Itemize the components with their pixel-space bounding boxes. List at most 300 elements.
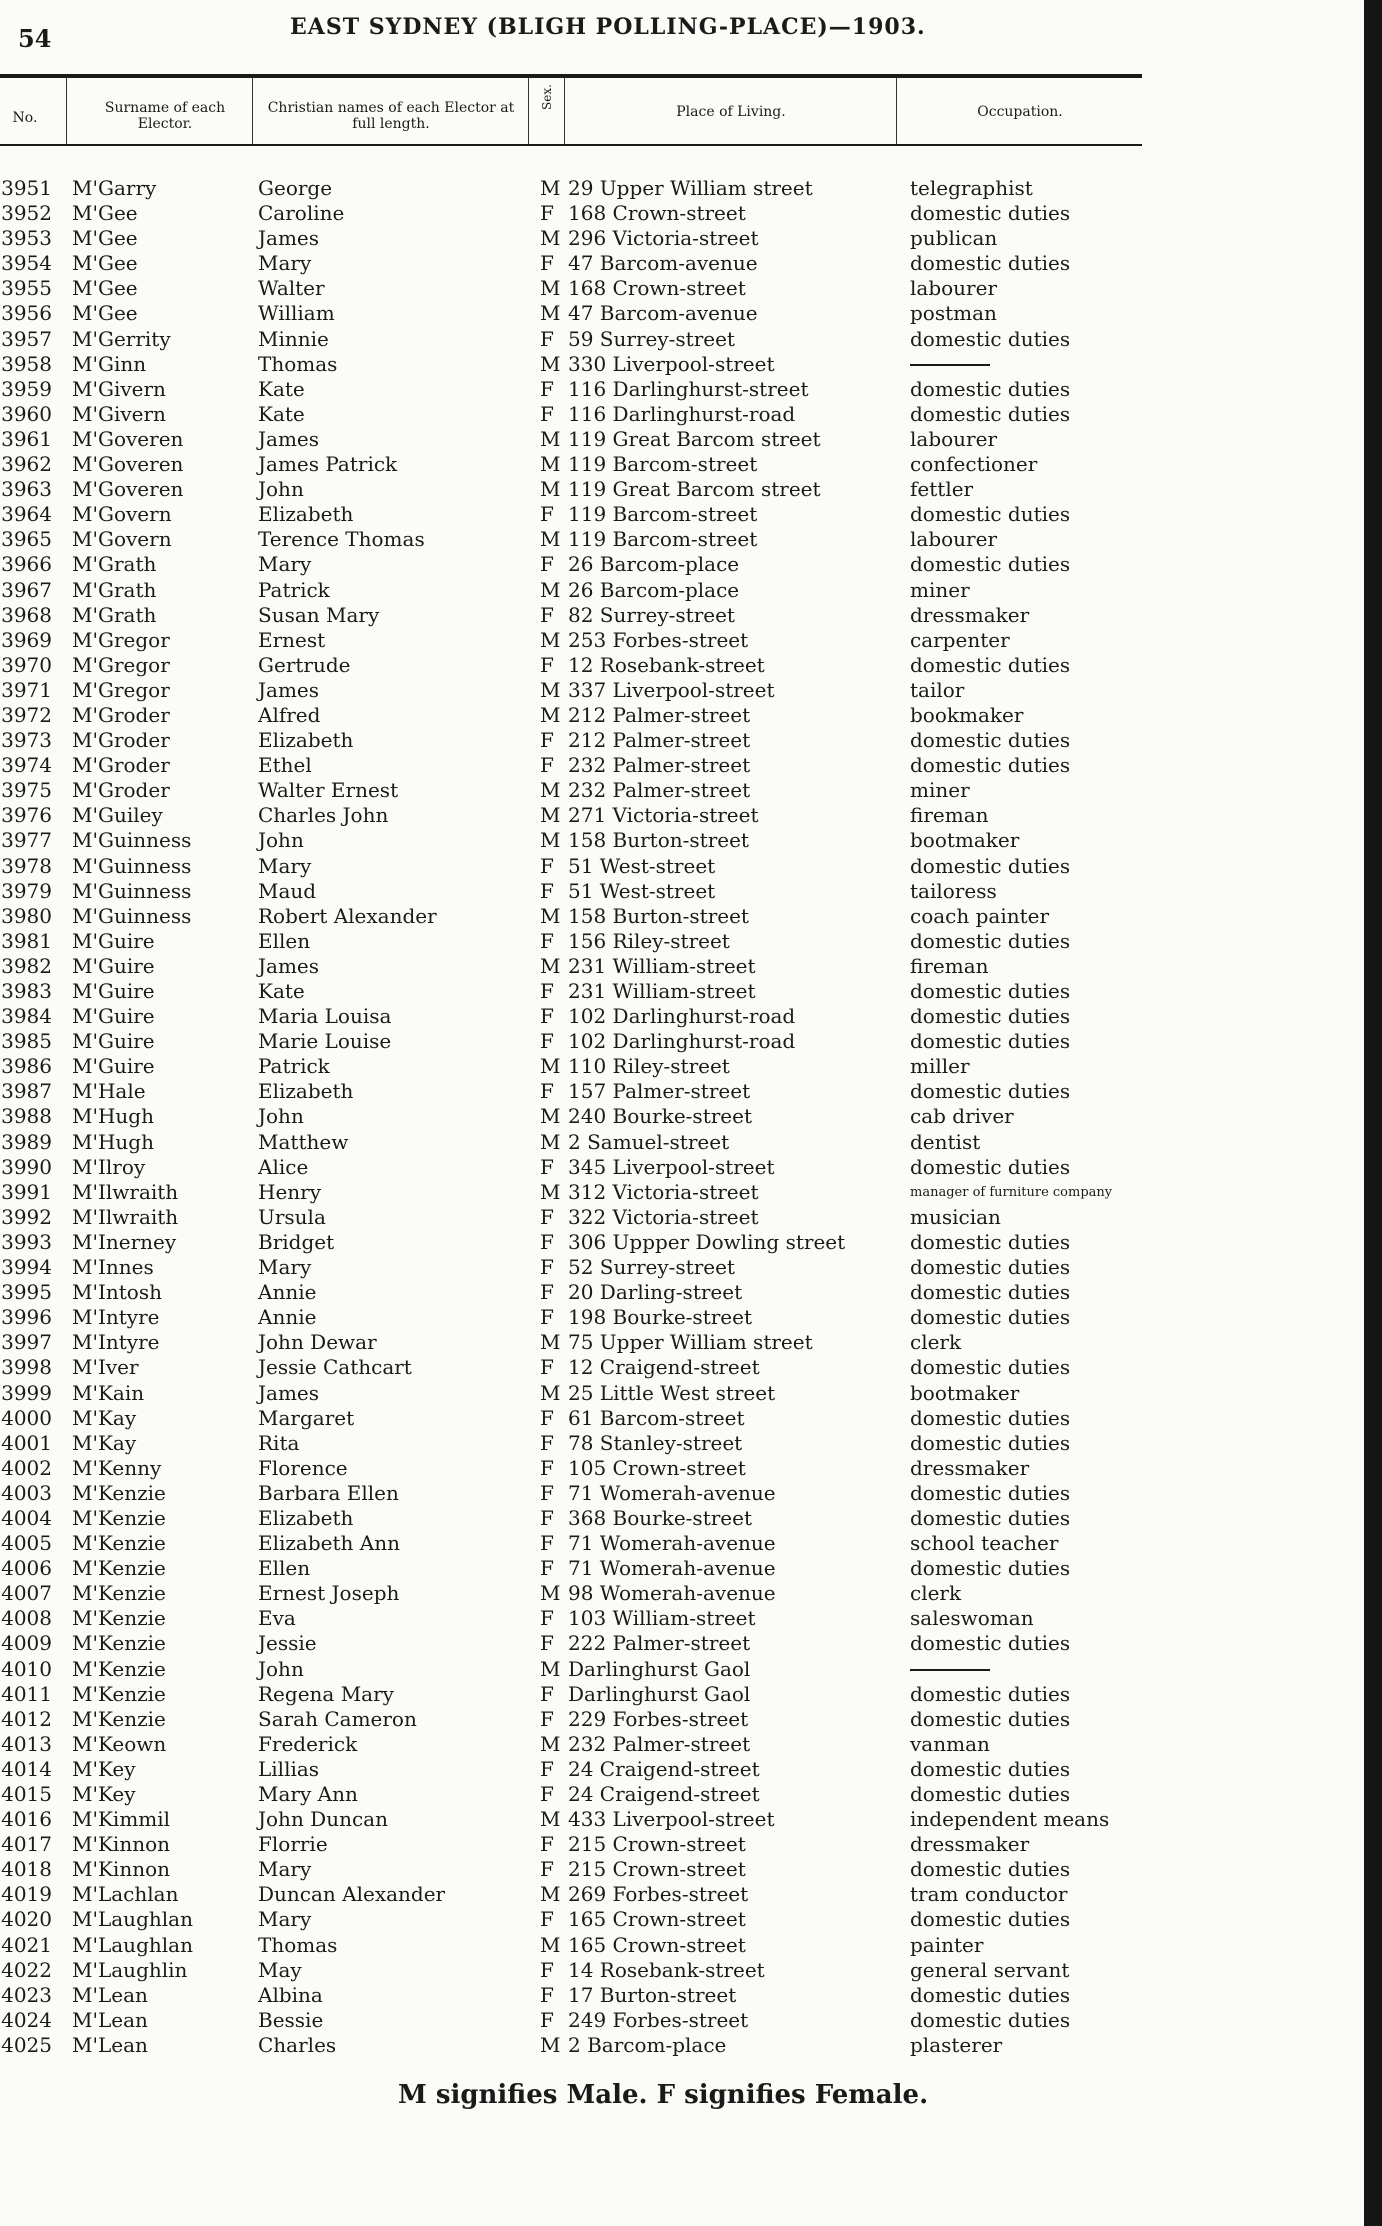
place-of-living: 2 Barcom-place bbox=[568, 2032, 727, 2057]
elector-number: 3982 bbox=[1, 953, 52, 978]
surname: M'Kenzie bbox=[72, 1706, 166, 1731]
surname: M'Givern bbox=[72, 376, 166, 401]
occupation: domestic duties bbox=[910, 1004, 1071, 1029]
place-of-living: 26 Barcom-place bbox=[568, 552, 740, 577]
sex: F bbox=[540, 251, 554, 276]
table-row bbox=[0, 176, 1182, 201]
table-row bbox=[0, 201, 1182, 226]
occupation: domestic duties bbox=[910, 326, 1071, 351]
occupation: miner bbox=[910, 778, 970, 803]
occupation: bookmaker bbox=[910, 702, 1024, 727]
christian-names: Walter Ernest bbox=[258, 778, 399, 803]
sex: M bbox=[540, 1380, 561, 1405]
elector-number: 3979 bbox=[1, 878, 52, 903]
christian-names: Sarah Cameron bbox=[258, 1706, 417, 1731]
occupation: domestic duties bbox=[910, 1079, 1071, 1104]
table-row bbox=[0, 552, 1182, 577]
place-of-living: 47 Barcom-avenue bbox=[568, 301, 758, 326]
table-row bbox=[0, 1230, 1182, 1255]
sex: M bbox=[540, 176, 561, 200]
header-rule bbox=[0, 144, 1142, 146]
table-row bbox=[0, 828, 1182, 853]
sex: F bbox=[540, 1029, 554, 1054]
surname: M'Intyre bbox=[72, 1330, 160, 1355]
elector-number: 4014 bbox=[1, 1756, 52, 1781]
christian-names: Ethel bbox=[258, 753, 312, 778]
elector-number: 4025 bbox=[1, 2032, 52, 2057]
christian-names: Charles John bbox=[258, 803, 389, 828]
occupation: domestic duties bbox=[910, 1355, 1071, 1380]
occupation: domestic duties bbox=[910, 1631, 1071, 1656]
table-row bbox=[0, 904, 1182, 929]
sex: F bbox=[540, 928, 554, 953]
table-row bbox=[0, 1355, 1182, 1380]
christian-names: Maria Louisa bbox=[258, 1004, 392, 1029]
sex-legend: M signifies Male. F signifies Female. bbox=[398, 2080, 929, 2110]
surname: M'Guire bbox=[72, 928, 155, 953]
surname: M'Kenzie bbox=[72, 1681, 166, 1706]
occupation: confectioner bbox=[910, 452, 1038, 477]
surname: M'Lean bbox=[72, 2007, 148, 2032]
christian-names: May bbox=[258, 1957, 302, 1982]
place-of-living: 52 Surrey-street bbox=[568, 1255, 735, 1280]
table-row bbox=[0, 1757, 1182, 1782]
occupation: labourer bbox=[910, 426, 998, 451]
occupation: bootmaker bbox=[910, 1380, 1020, 1405]
occupation: domestic duties bbox=[910, 1280, 1071, 1305]
table-row bbox=[0, 1857, 1182, 1882]
elector-number: 3985 bbox=[1, 1029, 52, 1054]
occupation: bootmaker bbox=[910, 828, 1020, 853]
sex: M bbox=[540, 351, 561, 376]
table-row bbox=[0, 1431, 1182, 1456]
place-of-living: 25 Little West street bbox=[568, 1380, 776, 1405]
christian-names: Marie Louise bbox=[258, 1029, 392, 1054]
occupation: domestic duties bbox=[910, 251, 1071, 276]
elector-number: 3978 bbox=[1, 853, 52, 878]
sex: M bbox=[540, 828, 561, 853]
divider bbox=[252, 78, 253, 144]
christian-names: James Patrick bbox=[258, 452, 398, 477]
place-of-living: 105 Crown-street bbox=[568, 1455, 746, 1480]
occupation: clerk bbox=[910, 1330, 962, 1355]
sex: M bbox=[540, 778, 561, 803]
christian-names: Kate bbox=[258, 979, 305, 1003]
place-of-living: 165 Crown-street bbox=[568, 1907, 746, 1932]
christian-names: Susan Mary bbox=[258, 602, 380, 627]
surname: M'Garry bbox=[72, 176, 157, 200]
occupation: domestic duties bbox=[910, 376, 1071, 401]
christian-names: Lillias bbox=[258, 1756, 320, 1781]
occupation: musician bbox=[910, 1204, 1001, 1229]
surname: M'Goveren bbox=[72, 477, 184, 502]
surname: M'Laughlin bbox=[72, 1957, 188, 1982]
sex: F bbox=[540, 753, 554, 778]
table-row bbox=[0, 1506, 1182, 1531]
place-of-living: 345 Liverpool-street bbox=[568, 1154, 775, 1179]
christian-names: Walter bbox=[258, 276, 325, 301]
table-row bbox=[0, 1807, 1182, 1832]
occupation: domestic duties bbox=[910, 1405, 1071, 1430]
christian-names: Barbara Ellen bbox=[258, 1480, 399, 1505]
sex: M bbox=[540, 1731, 561, 1756]
christian-names: Mary bbox=[258, 1255, 312, 1280]
table-row bbox=[0, 1631, 1182, 1656]
elector-number: 4015 bbox=[1, 1782, 52, 1806]
place-of-living: 212 Palmer-street bbox=[568, 728, 751, 753]
occupation: domestic duties bbox=[910, 1229, 1071, 1254]
place-of-living: 229 Forbes-street bbox=[568, 1706, 749, 1731]
place-of-living: 116 Darlinghurst-road bbox=[568, 401, 796, 426]
christian-names: Margaret bbox=[258, 1405, 355, 1430]
table-row bbox=[0, 653, 1182, 678]
sex: F bbox=[540, 1907, 554, 1932]
table-row bbox=[0, 628, 1182, 653]
surname: M'Goveren bbox=[72, 426, 184, 451]
sex: F bbox=[540, 1280, 554, 1305]
christian-names: Albina bbox=[258, 1982, 323, 2007]
surname: M'Lachlan bbox=[72, 1882, 179, 1907]
occupation: coach painter bbox=[910, 903, 1050, 928]
elector-number: 3991 bbox=[1, 1179, 52, 1204]
blank-dash bbox=[910, 1669, 990, 1671]
occupation: miller bbox=[910, 1054, 970, 1079]
sex: M bbox=[540, 1581, 561, 1606]
occupation: dressmaker bbox=[910, 1832, 1030, 1857]
place-of-living: 337 Liverpool-street bbox=[568, 677, 775, 702]
table-row bbox=[0, 1130, 1182, 1155]
sex: F bbox=[540, 1455, 554, 1480]
occupation: domestic duties bbox=[910, 1756, 1071, 1781]
elector-number: 4003 bbox=[1, 1480, 52, 1505]
surname: M'Key bbox=[72, 1782, 136, 1806]
sex: F bbox=[540, 728, 554, 753]
elector-number: 3957 bbox=[1, 326, 52, 351]
christian-names: James bbox=[258, 226, 320, 251]
sex: M bbox=[540, 226, 561, 251]
surname: M'Kimmil bbox=[72, 1807, 171, 1832]
surname: M'Gerrity bbox=[72, 326, 171, 351]
sex: F bbox=[540, 652, 554, 677]
sex: M bbox=[540, 1330, 561, 1355]
place-of-living: 26 Barcom-place bbox=[568, 577, 740, 602]
christian-names: Bessie bbox=[258, 2007, 324, 2032]
occupation: telegraphist bbox=[910, 176, 1033, 200]
christian-names: Florence bbox=[258, 1455, 348, 1480]
elector-number: 4008 bbox=[1, 1606, 52, 1631]
surname: M'Kenzie bbox=[72, 1581, 166, 1606]
christian-names: Jessie Cathcart bbox=[258, 1355, 412, 1380]
surname: M'Govern bbox=[72, 502, 172, 527]
christian-names: James bbox=[258, 677, 320, 702]
table-row bbox=[0, 1707, 1182, 1732]
elector-number: 3995 bbox=[1, 1280, 52, 1305]
table-row bbox=[0, 2033, 1182, 2058]
occupation: manager of furniture company bbox=[910, 1184, 1113, 1200]
surname: M'Lean bbox=[72, 2032, 148, 2057]
surname: M'Hale bbox=[72, 1079, 146, 1104]
sex: F bbox=[540, 1782, 554, 1806]
surname: M'Kinnon bbox=[72, 1832, 170, 1857]
place-of-living: 51 West-street bbox=[568, 878, 716, 903]
place-of-living: 232 Palmer-street bbox=[568, 753, 751, 778]
table-row bbox=[0, 578, 1182, 603]
occupation: labourer bbox=[910, 276, 998, 301]
sex: M bbox=[540, 2032, 561, 2057]
table-row bbox=[0, 778, 1182, 803]
occupation: domestic duties bbox=[910, 1982, 1071, 2007]
table-row bbox=[0, 327, 1182, 352]
elector-number: 3975 bbox=[1, 778, 52, 803]
place-of-living: 71 Womerah-avenue bbox=[568, 1531, 776, 1556]
occupation bbox=[910, 1657, 990, 1682]
table-row bbox=[0, 1531, 1182, 1556]
place-of-living: Darlinghurst Gaol bbox=[568, 1681, 751, 1706]
sex: F bbox=[540, 1606, 554, 1631]
sex: M bbox=[540, 1054, 561, 1079]
place-of-living: 71 Womerah-avenue bbox=[568, 1480, 776, 1505]
christian-names: Annie bbox=[258, 1305, 317, 1330]
elector-number: 4005 bbox=[1, 1531, 52, 1556]
elector-number: 3953 bbox=[1, 226, 52, 251]
place-of-living: 51 West-street bbox=[568, 853, 716, 878]
christian-names: Bridget bbox=[258, 1229, 335, 1254]
elector-number: 4012 bbox=[1, 1706, 52, 1731]
elector-number: 3996 bbox=[1, 1305, 52, 1330]
christian-names: William bbox=[258, 301, 335, 326]
surname: M'Guinness bbox=[72, 828, 192, 853]
christian-names: John bbox=[258, 1104, 304, 1129]
occupation: domestic duties bbox=[910, 1255, 1071, 1280]
place-of-living: 215 Crown-street bbox=[568, 1832, 746, 1857]
occupation: painter bbox=[910, 1932, 984, 1957]
elector-number: 3967 bbox=[1, 577, 52, 602]
elector-number: 4020 bbox=[1, 1907, 52, 1932]
surname: M'Kenzie bbox=[72, 1505, 166, 1530]
place-of-living: 222 Palmer-street bbox=[568, 1631, 751, 1656]
occupation: school teacher bbox=[910, 1531, 1059, 1556]
table-row bbox=[0, 1280, 1182, 1305]
christian-names: Mary bbox=[258, 853, 312, 878]
elector-number: 3999 bbox=[1, 1380, 52, 1405]
elector-number: 3968 bbox=[1, 602, 52, 627]
table-row bbox=[0, 1330, 1182, 1355]
christian-names: John bbox=[258, 477, 304, 502]
table-row bbox=[0, 1255, 1182, 1280]
occupation: domestic duties bbox=[910, 1029, 1071, 1054]
place-of-living: 269 Forbes-street bbox=[568, 1882, 749, 1907]
table-row bbox=[0, 427, 1182, 452]
surname: M'Guire bbox=[72, 979, 155, 1003]
place-of-living: 296 Victoria-street bbox=[568, 226, 759, 251]
sex: F bbox=[540, 1204, 554, 1229]
sex: F bbox=[540, 1505, 554, 1530]
elector-number: 3961 bbox=[1, 426, 52, 451]
surname: M'Laughlan bbox=[72, 1907, 193, 1932]
col-head-christian: Christian names of each Elector at full length. bbox=[267, 100, 515, 132]
elector-number: 4006 bbox=[1, 1556, 52, 1581]
table-row bbox=[0, 402, 1182, 427]
occupation: saleswoman bbox=[910, 1606, 1034, 1631]
christian-names: Annie bbox=[258, 1280, 317, 1305]
surname: M'Kenny bbox=[72, 1455, 162, 1480]
elector-number: 3973 bbox=[1, 728, 52, 753]
elector-number: 3984 bbox=[1, 1004, 52, 1029]
place-of-living: 312 Victoria-street bbox=[568, 1179, 759, 1204]
surname: M'Ilwraith bbox=[72, 1204, 179, 1229]
elector-number: 3981 bbox=[1, 928, 52, 953]
place-of-living: 231 William-street bbox=[568, 953, 756, 978]
place-of-living: 14 Rosebank-street bbox=[568, 1957, 765, 1982]
elector-number: 3958 bbox=[1, 351, 52, 376]
elector-number: 3955 bbox=[1, 276, 52, 301]
sex: M bbox=[540, 903, 561, 928]
christian-names: Terence Thomas bbox=[258, 527, 425, 552]
divider bbox=[896, 78, 897, 144]
christian-names: Mary bbox=[258, 552, 312, 577]
elector-number: 3998 bbox=[1, 1355, 52, 1380]
place-of-living: 198 Bourke-street bbox=[568, 1305, 752, 1330]
christian-names: Robert Alexander bbox=[258, 903, 437, 928]
sex: F bbox=[540, 1430, 554, 1455]
christian-names: Duncan Alexander bbox=[258, 1882, 446, 1907]
surname: M'Iver bbox=[72, 1355, 139, 1380]
col-head-sex: Sex. bbox=[540, 84, 554, 110]
elector-number: 3959 bbox=[1, 376, 52, 401]
surname: M'Guire bbox=[72, 1029, 155, 1054]
place-of-living: 12 Rosebank-street bbox=[568, 652, 765, 677]
christian-names: Frederick bbox=[258, 1731, 358, 1756]
surname: M'Keown bbox=[72, 1731, 167, 1756]
table-row bbox=[0, 477, 1182, 502]
place-of-living: 17 Burton-street bbox=[568, 1982, 737, 2007]
occupation: clerk bbox=[910, 1581, 962, 1606]
place-of-living: 29 Upper William street bbox=[568, 176, 813, 200]
place-of-living: 165 Crown-street bbox=[568, 1932, 746, 1957]
table-row bbox=[0, 1054, 1182, 1079]
surname: M'Kay bbox=[72, 1405, 137, 1430]
surname: M'Grath bbox=[72, 602, 157, 627]
occupation: fettler bbox=[910, 477, 974, 502]
place-of-living: 47 Barcom-avenue bbox=[568, 251, 758, 276]
surname: M'Givern bbox=[72, 401, 166, 426]
surname: M'Kenzie bbox=[72, 1631, 166, 1656]
christian-names: John bbox=[258, 1656, 304, 1681]
place-of-living: 168 Crown-street bbox=[568, 276, 746, 301]
table-row bbox=[0, 502, 1182, 527]
sex: M bbox=[540, 1807, 561, 1832]
place-of-living: 253 Forbes-street bbox=[568, 627, 749, 652]
surname: M'Kenzie bbox=[72, 1531, 166, 1556]
place-of-living: 168 Crown-street bbox=[568, 201, 746, 226]
table-row bbox=[0, 377, 1182, 402]
table-row bbox=[0, 1958, 1182, 1983]
christian-names: Ernest Joseph bbox=[258, 1581, 400, 1606]
surname: M'Kenzie bbox=[72, 1480, 166, 1505]
place-of-living: 368 Bourke-street bbox=[568, 1505, 752, 1530]
occupation: domestic duties bbox=[910, 928, 1071, 953]
occupation: dentist bbox=[910, 1129, 981, 1154]
sex: F bbox=[540, 1405, 554, 1430]
surname: M'Hugh bbox=[72, 1129, 154, 1154]
table-row bbox=[0, 1882, 1182, 1907]
sex: M bbox=[540, 953, 561, 978]
place-of-living: 20 Darling-street bbox=[568, 1280, 743, 1305]
elector-number: 4002 bbox=[1, 1455, 52, 1480]
sex: F bbox=[540, 1857, 554, 1882]
table-row bbox=[0, 1381, 1182, 1406]
sex: F bbox=[540, 1706, 554, 1731]
table-row bbox=[0, 1079, 1182, 1104]
place-of-living: 24 Craigend-street bbox=[568, 1756, 760, 1781]
occupation: postman bbox=[910, 301, 997, 326]
elector-number: 3965 bbox=[1, 527, 52, 552]
occupation: domestic duties bbox=[910, 2007, 1071, 2032]
sex: F bbox=[540, 1480, 554, 1505]
table-row bbox=[0, 1581, 1182, 1606]
occupation: labourer bbox=[910, 527, 998, 552]
elector-number: 3994 bbox=[1, 1255, 52, 1280]
table-row bbox=[0, 979, 1182, 1004]
sex: M bbox=[540, 677, 561, 702]
christian-names: Gertrude bbox=[258, 652, 351, 677]
place-of-living: 157 Palmer-street bbox=[568, 1079, 751, 1104]
elector-number: 3970 bbox=[1, 652, 52, 677]
sex: F bbox=[540, 1255, 554, 1280]
surname: M'Gee bbox=[72, 301, 138, 326]
table-row bbox=[0, 452, 1182, 477]
place-of-living: 2 Samuel-street bbox=[568, 1129, 730, 1154]
sex: M bbox=[540, 1104, 561, 1129]
elector-number: 4021 bbox=[1, 1932, 52, 1957]
sex: F bbox=[540, 326, 554, 351]
surname: M'Guinness bbox=[72, 853, 192, 878]
christian-names: Regena Mary bbox=[258, 1681, 394, 1706]
elector-number: 3993 bbox=[1, 1229, 52, 1254]
place-of-living: 102 Darlinghurst-road bbox=[568, 1029, 796, 1054]
sex: M bbox=[540, 276, 561, 301]
christian-names: Caroline bbox=[258, 201, 345, 226]
sex: F bbox=[540, 201, 554, 226]
sex: F bbox=[540, 1079, 554, 1104]
table-row bbox=[0, 1933, 1182, 1958]
sex: F bbox=[540, 1631, 554, 1656]
elector-number: 3983 bbox=[1, 979, 52, 1003]
elector-number: 3980 bbox=[1, 903, 52, 928]
christian-names: Elizabeth bbox=[258, 1079, 354, 1104]
elector-number: 4007 bbox=[1, 1581, 52, 1606]
elector-number: 4024 bbox=[1, 2007, 52, 2032]
elector-number: 3952 bbox=[1, 201, 52, 226]
elector-number: 3956 bbox=[1, 301, 52, 326]
christian-names: Elizabeth bbox=[258, 502, 354, 527]
occupation: domestic duties bbox=[910, 502, 1071, 527]
surname: M'Inerney bbox=[72, 1229, 177, 1254]
surname: M'Intosh bbox=[72, 1280, 162, 1305]
col-head-occupation: Occupation. bbox=[977, 104, 1063, 120]
place-of-living: 110 Riley-street bbox=[568, 1054, 730, 1079]
place-of-living: 232 Palmer-street bbox=[568, 778, 751, 803]
sex: F bbox=[540, 1556, 554, 1581]
surname: M'Grath bbox=[72, 552, 157, 577]
occupation: carpenter bbox=[910, 627, 1010, 652]
place-of-living: 240 Bourke-street bbox=[568, 1104, 752, 1129]
sex: F bbox=[540, 1681, 554, 1706]
christian-names: Jessie bbox=[258, 1631, 317, 1656]
sex: F bbox=[540, 1531, 554, 1556]
surname: M'Goveren bbox=[72, 452, 184, 477]
table-row bbox=[0, 1180, 1182, 1205]
